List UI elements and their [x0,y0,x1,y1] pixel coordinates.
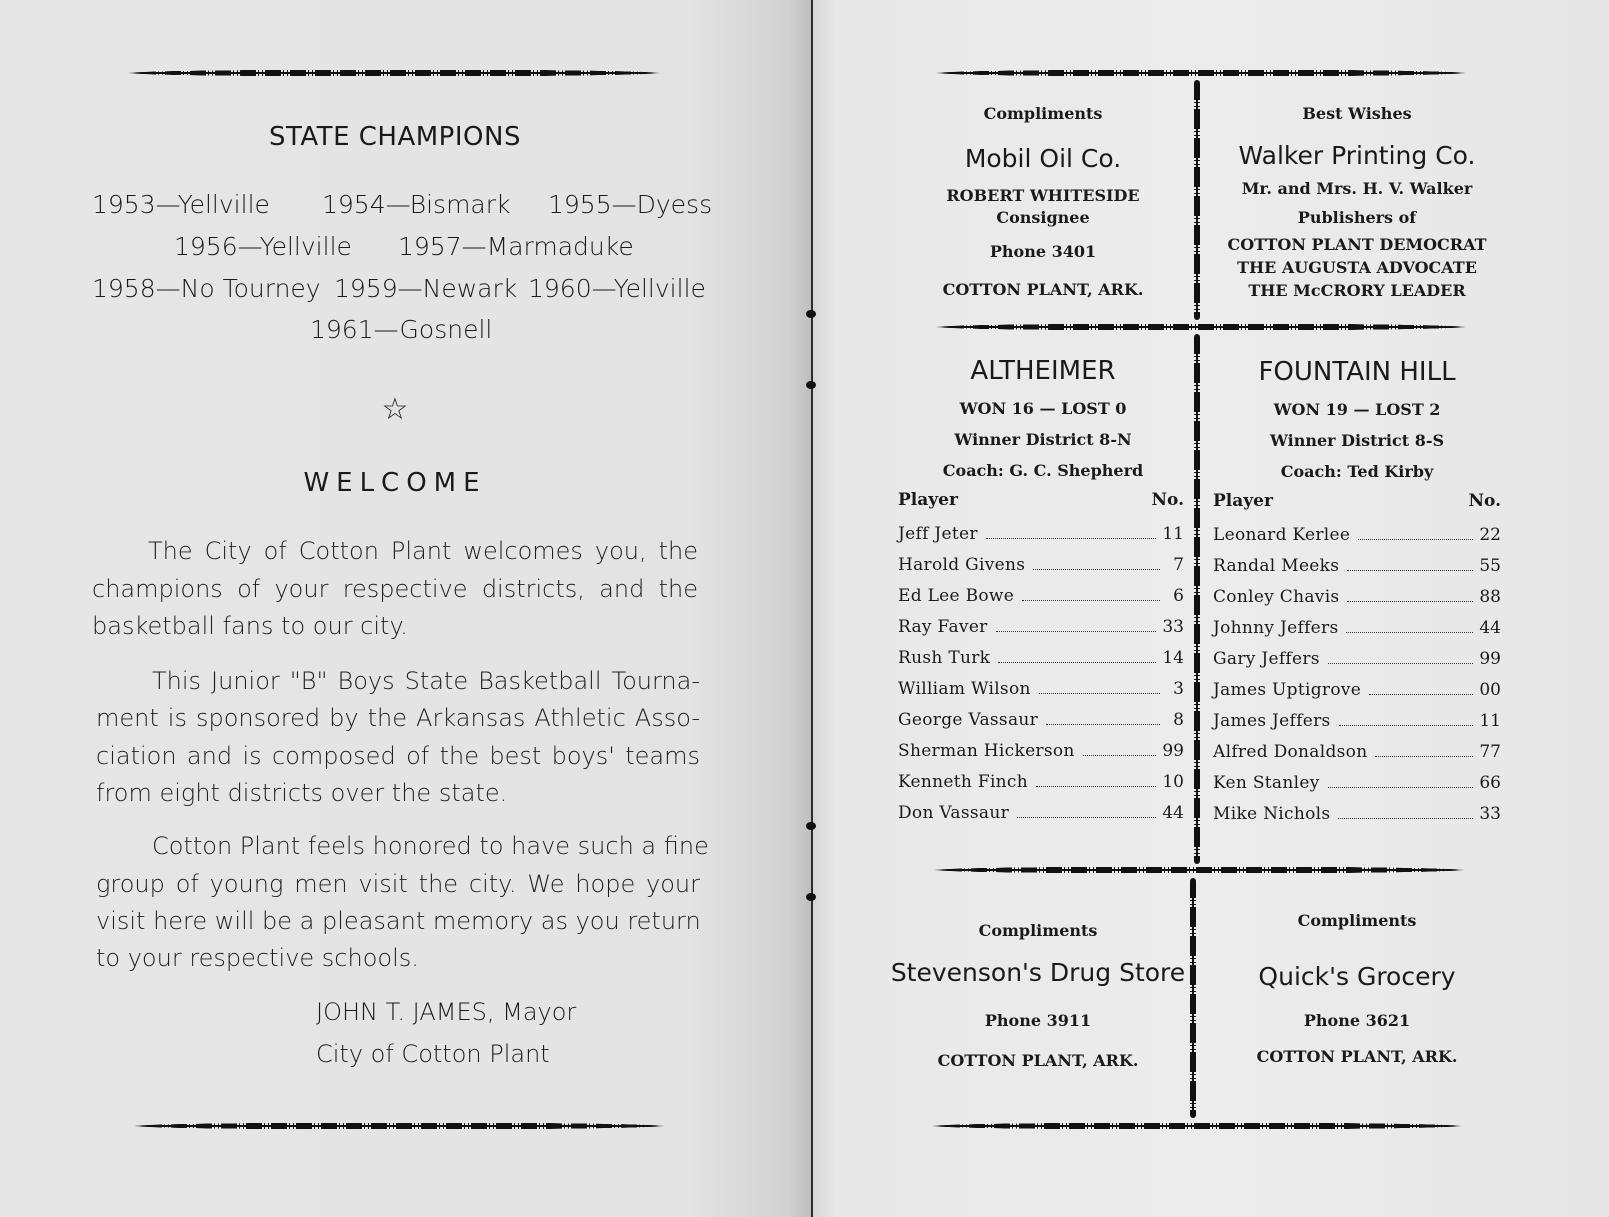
dotted-leader [1017,803,1156,818]
ad-line: COTTON PLANT, ARK. [1256,1047,1458,1066]
player-number: 8 [1173,710,1184,730]
welcome-paragraph-2-line: ment is sponsored by the Arkansas Athletic Asso- [96,704,700,732]
table-row [898,524,1184,548]
staple-mark [806,893,816,901]
champion-entry: 1958—No Tourney [92,274,321,303]
player-number: 10 [1162,772,1184,792]
player-number: 44 [1479,618,1501,638]
champion-entry: 1960—Yellville [528,274,706,303]
dotted-leader [1046,710,1160,725]
ad-line: COTTON PLANT, ARK. [937,1051,1139,1070]
table-row [1213,680,1501,704]
welcome-paragraph-1-line: The City of Cotton Plant welcomes you, the [148,537,698,565]
top-chain-border [90,69,698,77]
bottom-chain-border [96,1122,702,1130]
player-name: Randal Meeks [1213,556,1340,576]
player-number: 11 [1479,711,1501,731]
champion-entry: 1959—Newark [334,274,518,303]
dotted-leader [986,524,1157,539]
table-row [1213,556,1501,580]
dotted-leader [1347,556,1473,571]
table-row [1213,587,1501,611]
player-number: 00 [1479,680,1501,700]
table-row [898,803,1184,827]
table-row [898,648,1184,672]
team-name: FOUNTAIN HILL [1258,357,1456,387]
welcome-title: WELCOME [303,468,487,498]
champion-entry: 1954—Bismark [322,190,511,219]
dotted-leader [1339,711,1474,726]
bottom-chain-border [894,1122,1500,1130]
champion-entry: 1955—Dyess [548,190,713,219]
player-name: James Jeffers [1213,711,1331,731]
dotted-leader [1036,772,1156,787]
welcome-paragraph-2-line: This Junior "B" Boys State Basketball Tourna- [152,667,700,695]
table-row [1213,742,1501,766]
dotted-leader [996,617,1157,632]
ad-business-name: Walker Printing Co. [1238,141,1476,170]
player-name: Sherman Hickerson [898,741,1075,761]
right-page [812,0,1609,1217]
player-number: 14 [1162,648,1184,668]
player-number: 33 [1479,804,1501,824]
welcome-paragraph-3-line: visit here will be a pleasant memory as you return [96,907,701,935]
champion-entry: 1953—Yellville [92,190,270,219]
table-row [898,772,1184,796]
ad-line: Phone 3911 [984,1011,1092,1030]
ad-business-name: Quick's Grocery [1258,962,1456,991]
player-name: Harold Givens [898,555,1026,575]
player-column-header: Player [898,490,958,510]
champion-entry: 1956—Yellville [174,232,352,261]
player-name: Mike Nichols [1213,804,1331,824]
dotted-leader [1375,742,1473,757]
team-name: ALTHEIMER [970,356,1116,386]
player-name: Ed Lee Bowe [898,586,1015,606]
table-row [1213,773,1501,797]
dotted-leader [1338,804,1473,819]
vertical-chain-divider [1193,334,1201,864]
signature-title: City of Cotton Plant [316,1040,550,1068]
top-chain-border [898,69,1504,77]
team-district: Winner District 8-N [954,430,1132,449]
dotted-leader [1328,649,1474,664]
vertical-chain-divider [1193,80,1201,320]
ad-line: THE AUGUSTA ADVOCATE [1237,258,1477,277]
roster-header [1213,491,1501,515]
signature-name: JOHN T. JAMES, Mayor [316,998,577,1026]
roster-table [1213,491,1501,831]
champion-entry: 1961—Gosnell [310,315,493,344]
ad-greeting: Best Wishes [1302,104,1412,123]
staple-mark [806,381,816,389]
dotted-leader [1347,587,1473,602]
player-number: 3 [1173,679,1184,699]
player-number: 33 [1162,617,1184,637]
ad-line: Publishers of [1297,208,1417,227]
ad-line: Consignee [996,208,1090,227]
staple-mark [806,822,816,830]
welcome-paragraph-3-line: group of young men visit the city. We hope your [96,870,700,898]
player-name: William Wilson [898,679,1031,699]
middle-chain-border [898,323,1504,331]
player-name: Johnny Jeffers [1213,618,1339,638]
table-row [898,586,1184,610]
vertical-chain-divider [1189,878,1197,1118]
player-name: Kenneth Finch [898,772,1028,792]
lower-chain-border [896,866,1502,874]
roster-table [898,490,1184,830]
ad-line: Phone 3401 [989,242,1097,261]
dotted-leader [1039,679,1160,694]
roster-header [898,490,1184,514]
ad-greeting: Compliments [1297,911,1417,930]
star-icon: ☆ [381,393,409,426]
player-name: Leonard Kerlee [1213,525,1351,545]
team-coach: Coach: Ted Kirby [1280,462,1434,481]
state-champions-title: STATE CHAMPIONS [269,122,521,152]
number-column-header: No. [1468,491,1501,511]
ad-line: THE McCRORY LEADER [1248,281,1466,300]
dotted-leader [1033,555,1160,570]
table-row [898,617,1184,641]
book-spine [811,0,813,1217]
player-number: 88 [1479,587,1501,607]
welcome-paragraph-3-line: to your respective schools. [96,944,419,972]
player-name: Alfred Donaldson [1213,742,1368,762]
ad-business-name: Stevenson's Drug Store [890,958,1186,987]
player-number: 44 [1162,803,1184,823]
staple-mark [806,310,816,318]
ad-line: COTTON PLANT, ARK. [942,280,1144,299]
ad-line: Mr. and Mrs. H. V. Walker [1241,179,1473,198]
table-row [1213,804,1501,828]
team-record: WON 16 — LOST 0 [959,399,1127,418]
welcome-paragraph-2-line: ciation and is composed of the best boys' teams [96,742,700,770]
dotted-leader [1328,773,1474,788]
ad-business-name: Mobil Oil Co. [964,144,1122,173]
player-number: 99 [1479,649,1501,669]
player-name: Ken Stanley [1213,773,1320,793]
player-number: 99 [1162,741,1184,761]
welcome-paragraph-2-line: from eight districts over the state. [96,779,508,807]
ad-greeting: Compliments [983,104,1103,123]
ad-line: Phone 3621 [1303,1011,1411,1030]
dotted-leader [1022,586,1160,601]
team-district: Winner District 8-S [1269,431,1445,450]
ad-line: COTTON PLANT DEMOCRAT [1227,235,1487,254]
champion-entry: 1957—Marmaduke [398,232,634,261]
player-name: Rush Turk [898,648,991,668]
player-name: Conley Chavis [1213,587,1340,607]
player-number: 11 [1162,524,1184,544]
welcome-paragraph-3-line: Cotton Plant feels honored to have such a fine [152,832,709,860]
player-number: 55 [1479,556,1501,576]
dotted-leader [998,648,1156,663]
dotted-leader [1369,680,1473,695]
player-number: 6 [1173,586,1184,606]
table-row [1213,525,1501,549]
ad-greeting: Compliments [978,921,1098,940]
team-coach: Coach: G. C. Shepherd [942,461,1144,480]
player-number: 22 [1479,525,1501,545]
dotted-leader [1083,741,1157,756]
dotted-leader [1358,525,1473,540]
player-name: Ray Faver [898,617,988,637]
table-row [1213,649,1501,673]
player-name: Gary Jeffers [1213,649,1320,669]
player-number: 66 [1479,773,1501,793]
player-name: Jeff Jeter [898,524,978,544]
player-number: 77 [1479,742,1501,762]
number-column-header: No. [1151,490,1184,510]
welcome-paragraph-1-line: basketball fans to our city. [92,612,408,640]
player-column-header: Player [1213,491,1273,511]
table-row [898,555,1184,579]
table-row [898,741,1184,765]
welcome-paragraph-1-line: champions of your respective districts, and the [92,575,698,603]
table-row [1213,618,1501,642]
player-name: Don Vassaur [898,803,1010,823]
player-name: James Uptigrove [1213,680,1362,700]
ad-line: ROBERT WHITESIDE [946,186,1140,205]
table-row [898,679,1184,703]
team-record: WON 19 — LOST 2 [1273,400,1441,419]
table-row [898,710,1184,734]
table-row [1213,711,1501,735]
player-name: George Vassaur [898,710,1039,730]
dotted-leader [1346,618,1473,633]
player-number: 7 [1173,555,1184,575]
